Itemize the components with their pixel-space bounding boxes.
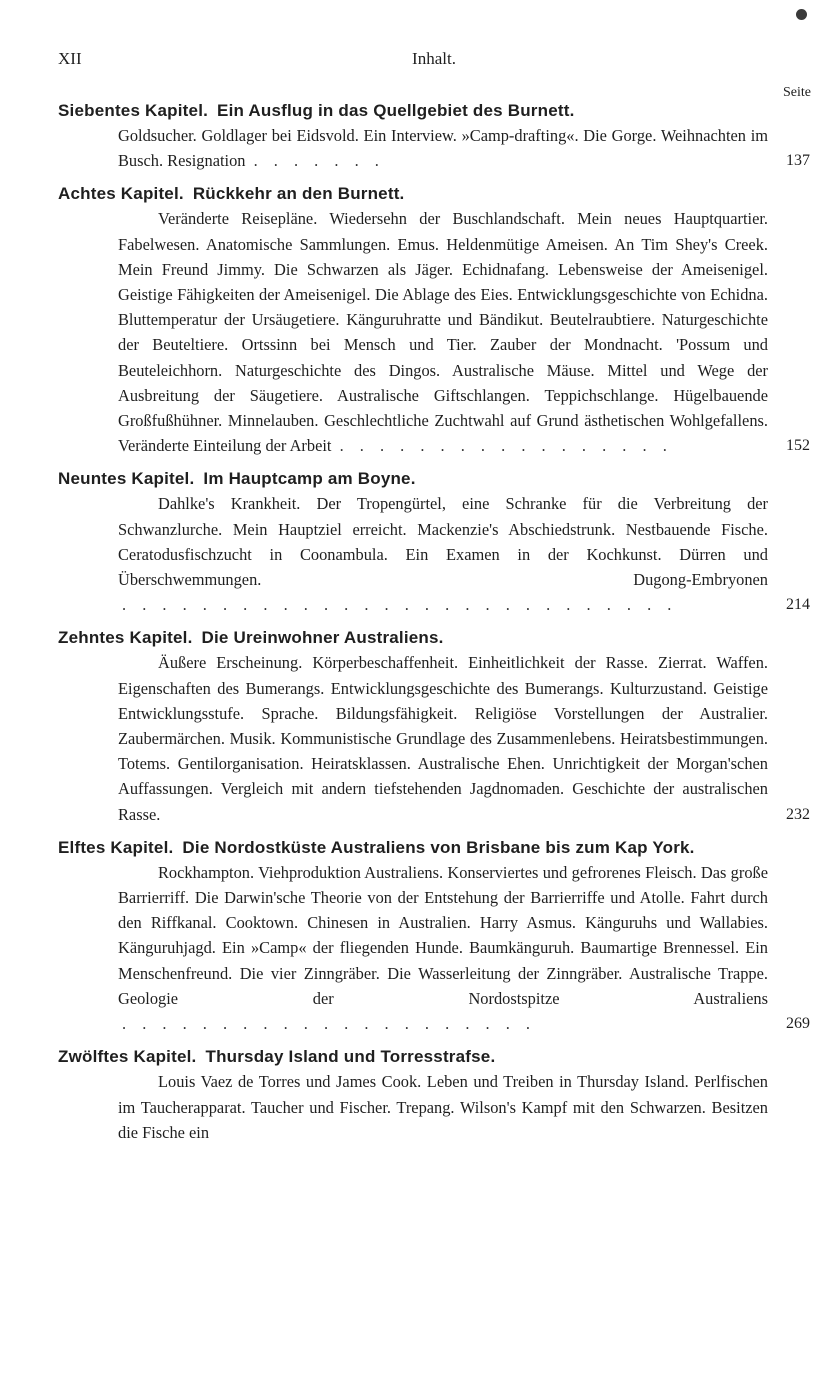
chapter-entry-12 (58, 1044, 810, 1145)
chapter-number: Elftes Kapitel. (58, 837, 174, 857)
chapter-heading (58, 1044, 810, 1069)
chapter-page-number: 152 (786, 437, 810, 455)
chapter-page-number: 137 (786, 152, 810, 170)
chapter-title: Die Nordostküste Australiens von Brisbane bis zum Kap York. (182, 837, 695, 857)
chapter-heading (58, 98, 810, 123)
chapter-page-number: 269 (786, 1015, 810, 1033)
chapter-summary (118, 650, 810, 826)
page-number: XII (58, 49, 82, 68)
ink-speck (796, 9, 807, 20)
chapter-summary-text: Veränderte Reisepläne. Wiedersehn der Buschlandschaft. Mein neues Hauptquartier. Fabelwesen. Anatomische Sammlungen. Emus. Heldenmütige Ameisen. An Tim Shey's Creek. Mein Freund Jimmy. Die Schwarzen als Jäger. Echidnafang. Lebensweise der Ameisenigel. Geistige Fähigkeiten der Ameisenigel. Die Ablage des Eies. Entwicklungsgeschichte von Echidna. Bluttemperatur der Ursäugetiere. Känguruhratte und Bändikut. Beutelraubtiere. Naturgeschichte der Beuteltiere. Ortssinn bei Mensch und Tier. Zauber der Mondnacht. 'Possum und Beuteleichhorn. Naturgeschichte des Dingos. Australische Mäuse. Mittel und Wege der Ausbreitung der Säugetiere. Australische Giftschlangen. Teppichschlange. Hügelbauende Großfußhühner. Minnelauben. Geschlechtliche Zuchtwahl auf Grund ästhetischen Wohlgefallens. Veränderte Einteilung der Arbeit (118, 209, 768, 456)
leader-dots: . . . . . . . . . . . . . . . . . . . . . . . . . . . . (122, 595, 678, 615)
chapter-heading (58, 835, 810, 860)
chapter-entry-10 (58, 625, 810, 826)
chapter-title: Thursday Island und Torresstrafse. (205, 1047, 496, 1067)
chapter-title: Ein Ausflug in das Quellgebiet des Burnett. (217, 101, 575, 120)
chapter-page-number: 214 (786, 596, 810, 614)
chapter-heading (58, 181, 810, 206)
chapter-entry-9 (58, 466, 810, 617)
chapter-title: Im Hauptcamp am Boyne. (203, 469, 416, 489)
chapter-title: Die Ureinwohner Australiens. (201, 628, 444, 648)
leader-dots: . . . . . . . . . . . . . . . . . (339, 436, 673, 456)
chapter-number: Zwölftes Kapitel. (58, 1047, 197, 1067)
chapter-page-number: 232 (786, 805, 810, 823)
running-title: Inhalt. (412, 49, 456, 68)
chapter-summary-text: Louis Vaez de Torres und James Cook. Leben und Treiben in Thursday Island. Perlfischen im Taucherapparat. Taucher und Fischer. Trepang. Wilson's Kampf mit den Schwarzen. Besitzen die Fische ein (118, 1072, 768, 1142)
chapter-summary (118, 491, 810, 617)
running-head (58, 49, 810, 73)
chapter-summary-line (118, 123, 810, 173)
table-of-contents (58, 98, 810, 1153)
chapter-summary-text: Goldsucher. Goldlager bei Eidsvold. Ein Interview. »Camp-drafting«. Die Gorge. Weihnachten im Busch. Resignation (118, 126, 768, 171)
chapter-summary-text: Dahlke's Krankheit. Der Tropengürtel, eine Schranke für die Verbreitung der Schwanzlurche. Mein Hauptziel erreicht. Mackenzie's Abschiedstrunk. Nestbauende Fische. Ceratodusfischzucht in Coonambula. Ein Examen in der Kochkunst. Dürren und Überschwemmungen. Dugong-Embryonen (118, 494, 768, 590)
leader-dots: . . . . . . . (253, 151, 385, 171)
chapter-entry-7 (58, 98, 810, 173)
chapter-number: Neuntes Kapitel. (58, 469, 195, 489)
chapter-summary (118, 860, 810, 1036)
chapter-entry-8 (58, 181, 810, 458)
seite-label: Seite (783, 85, 811, 100)
chapter-heading (58, 466, 810, 491)
leader-dots: . . . . . . . . . . . . . . . . . . . . . (122, 1014, 537, 1034)
chapter-summary (118, 1069, 768, 1145)
chapter-summary-text: Rockhampton. Viehproduktion Australiens. Konserviertes und gefrorenes Fleisch. Das große Barrierriff. Die Darwin'sche Theorie von der Entstehung der Barrierriffe und Atolle. Fahrt durch den Riffkanal. Cooktown. Chinesen in Australien. Harry Asmus. Känguruhs und Wallabies. Känguruhjagd. Ein »Camp« der fliegenden Hunde. Baumkänguruh. Baumartige Brennessel. Ein Menschenfreund. Die vier Zinngräber. Die Wasserleitung der Zinngräber. Australische Trappe. Geologie der Nordostspitze Australiens (118, 862, 768, 1008)
chapter-title: Rückkehr an den Burnett. (192, 184, 405, 204)
chapter-number: Achtes Kapitel. (58, 184, 184, 204)
chapter-heading (58, 625, 810, 650)
chapter-entry-11 (58, 835, 810, 1036)
chapter-number: Siebentes Kapitel. (58, 101, 209, 120)
chapter-summary-text: Äußere Erscheinung. Körperbeschaffenheit. Einheitlichkeit der Rasse. Zierrat. Waffen. Eigenschaften des Bumerangs. Entwicklungsgeschichte des Bumerangs. Kulturzustand. Geistige Entwicklungsstufe. Sprache. Bildungsfähigkeit. Religiöse Vorstellungen der Australier. Zaubermärchen. Musik. Kommunistische Grundlage des Zusammenlebens. Heiratsbestimmungen. Totems. Gentilorganisation. Heiratsklassen. Australische Ehen. Unrichtigkeit der Morgan'schen Auffassungen. Vergleich mit andern tiefstehenden Jagdnomaden. Geschichte der australischen Rasse. (118, 653, 768, 824)
chapter-summary (118, 123, 810, 173)
chapter-summary (118, 206, 810, 458)
chapter-number: Zehntes Kapitel. (58, 628, 193, 648)
